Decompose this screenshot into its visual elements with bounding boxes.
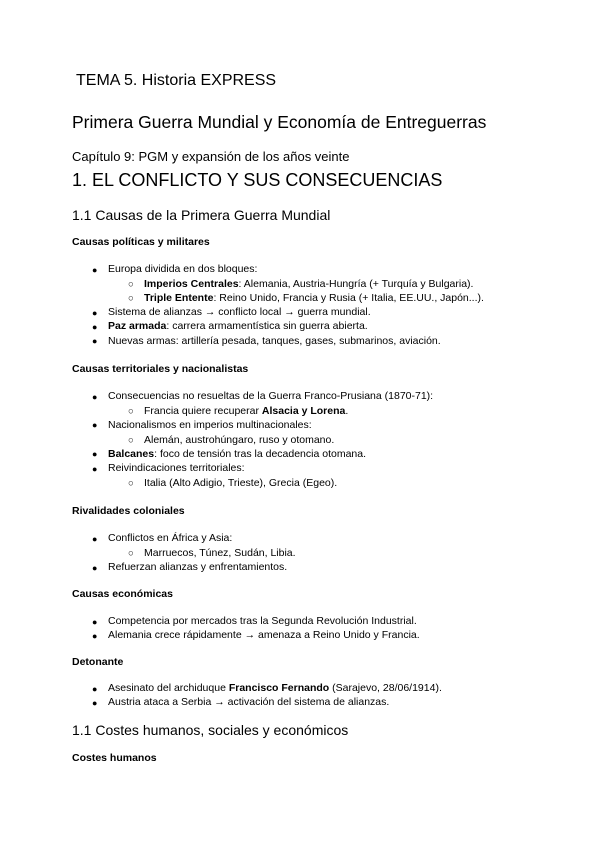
heading-human-costs: Costes humanos bbox=[72, 752, 157, 764]
list-item: Reivindicaciones territoriales: bbox=[108, 462, 245, 474]
list-item: Sistema de alianzas → conflicto local → guerra mundial. bbox=[108, 306, 371, 318]
bullet-icon: ● bbox=[92, 308, 98, 318]
bullet-icon: ● bbox=[92, 336, 98, 346]
list-item: Asesinato del archiduque Francisco Fernando (Sarajevo, 28/06/1914). bbox=[108, 682, 442, 694]
hollow-bullet-icon: ○ bbox=[128, 548, 134, 559]
bullet-icon: ● bbox=[92, 464, 98, 474]
list-item: Alemán, austrohúngaro, ruso y otomano. bbox=[144, 434, 335, 446]
list-item: Alemania crece rápidamente → amenaza a Reino Unido y Francia. bbox=[108, 629, 420, 641]
heading-trigger: Detonante bbox=[72, 656, 124, 668]
list-item: Competencia por mercados tras la Segunda Revolución Industrial. bbox=[108, 615, 417, 627]
bullet-icon: ● bbox=[92, 322, 98, 332]
list-item: Francia quiere recuperar Alsacia y Lorena. bbox=[144, 405, 349, 417]
hollow-bullet-icon: ○ bbox=[128, 279, 134, 290]
list-item: Paz armada: carrera armamentística sin guerra abierta. bbox=[108, 320, 368, 332]
hollow-bullet-icon: ○ bbox=[128, 293, 134, 304]
list-item: Nacionalismos en imperios multinacionales: bbox=[108, 419, 312, 431]
bullet-icon: ● bbox=[92, 617, 98, 627]
subsection-causes-title: 1.1 Causas de la Primera Guerra Mundial bbox=[72, 207, 331, 223]
bullet-icon: ● bbox=[92, 392, 98, 402]
list-item: Balcanes: foco de tensión tras la decadencia otomana. bbox=[108, 448, 367, 460]
list-item: Imperios Centrales: Alemania, Austria-Hungría (+ Turquía y Bulgaria). bbox=[144, 278, 474, 290]
list-item: Austria ataca a Serbia → activación del sistema de alianzas. bbox=[108, 696, 390, 708]
bullet-icon: ● bbox=[92, 563, 98, 573]
bullet-icon: ● bbox=[92, 698, 98, 708]
subsection-costs-title: 1.1 Costes humanos, sociales y económicos bbox=[72, 722, 349, 738]
heading-political-causes: Causas políticas y militares bbox=[72, 236, 210, 248]
list-item: Consecuencias no resueltas de la Guerra Franco-Prusiana (1870-71): bbox=[108, 390, 434, 402]
list-item: Europa dividida en dos bloques: bbox=[108, 263, 258, 275]
section-heading: 1. EL CONFLICTO Y SUS CONSECUENCIAS bbox=[72, 170, 443, 190]
main-title: Primera Guerra Mundial y Economía de Entreguerras bbox=[72, 112, 487, 132]
hollow-bullet-icon: ○ bbox=[128, 435, 134, 446]
list-item: Marruecos, Túnez, Sudán, Libia. bbox=[144, 547, 296, 559]
bullet-icon: ● bbox=[92, 684, 98, 694]
bullet-icon: ● bbox=[92, 420, 98, 430]
list-item: Triple Entente: Reino Unido, Francia y Rusia (+ Italia, EE.UU., Japón...). bbox=[144, 292, 484, 304]
bullet-icon: ● bbox=[92, 631, 98, 641]
list-item: Italia (Alto Adigio, Trieste), Grecia (Egeo). bbox=[144, 477, 338, 489]
chapter-heading: Capítulo 9: PGM y expansión de los años veinte bbox=[72, 149, 350, 164]
bullet-icon: ● bbox=[92, 265, 98, 275]
hollow-bullet-icon: ○ bbox=[128, 478, 134, 489]
bullet-icon: ● bbox=[92, 449, 98, 459]
list-item: Conflictos en África y Asia: bbox=[108, 532, 233, 544]
document-title: TEMA 5. Historia EXPRESS bbox=[76, 72, 277, 89]
list-item: Nuevas armas: artillería pesada, tanques, gases, submarinos, aviación. bbox=[108, 335, 441, 347]
heading-colonial-rivalries: Rivalidades coloniales bbox=[72, 505, 185, 517]
hollow-bullet-icon: ○ bbox=[128, 406, 134, 417]
heading-territorial-causes: Causas territoriales y nacionalistas bbox=[72, 363, 249, 375]
heading-economic-causes: Causas económicas bbox=[72, 588, 173, 600]
bullet-icon: ● bbox=[92, 534, 98, 544]
list-item: Refuerzan alianzas y enfrentamientos. bbox=[108, 561, 288, 573]
